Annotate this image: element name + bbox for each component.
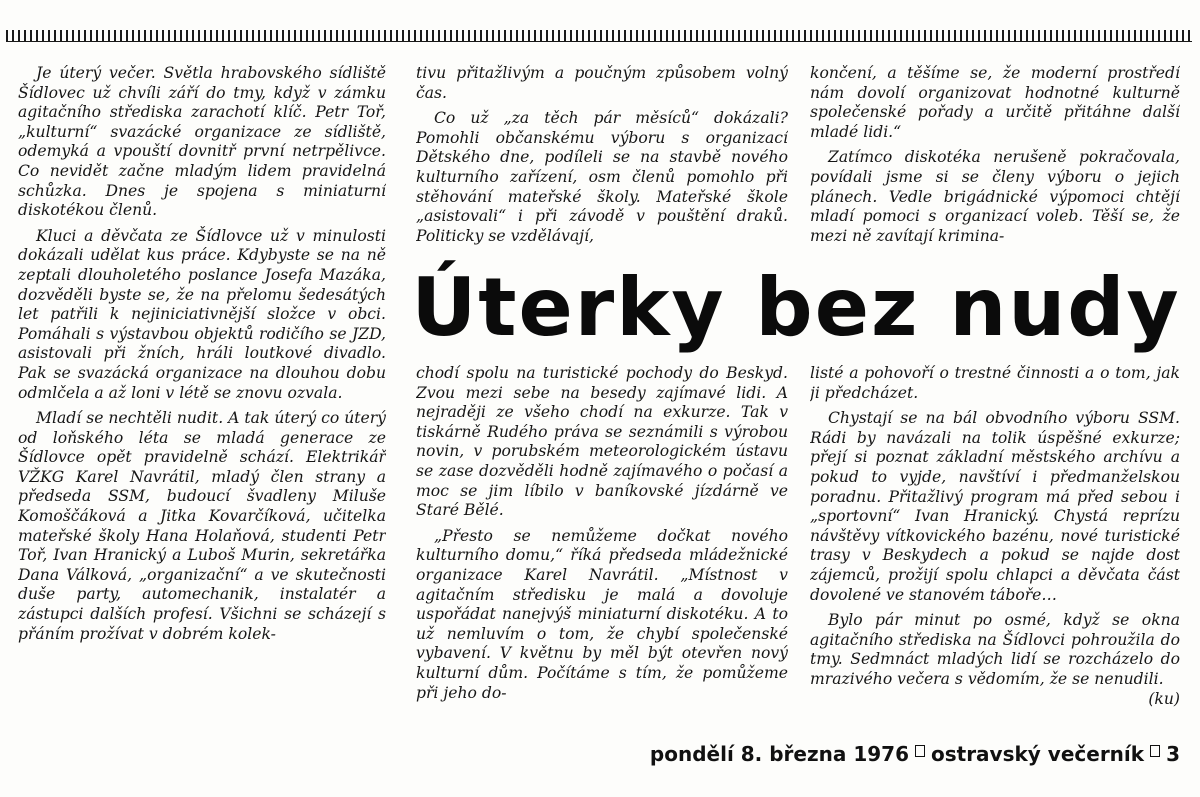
issue-date: pondělí 8. března 1976: [649, 742, 909, 766]
author-signature: (ku): [1148, 689, 1180, 708]
separator-box-icon: [1150, 745, 1160, 757]
paragraph: Kluci a děvčata ze Šídlovce už v minulosti dokázali udělat kus práce. Kdybyste se na ně zeptali dlouholetého poslance Josefa Mazáka, dozvěděli byste se, že na přelomu šedesátých let patřili k nejiniciativnější složce v obci. Pomáhali s výstavbou objektů rodičího se JZD, asistovali při žních, hráli loutkové divadlo. Pak se svazácká organizace na dlouhou dobu odmlčela a až loni v létě se znovu ozvala.: [18, 226, 386, 402]
paragraph: chodí spolu na turistické pochody do Beskyd. Zvou mezi sebe na besedy zajímavé lidi. A nejraději ze všeho chodí na exkurze. Tak v tiskárně Rudého práva se seznámili s výrobou novin, v porubském meteorologickém ústavu se zase dozvěděli hodně zajímavého o počasí a moc se jim líbilo v baníkovské jízdárně ve Staré Bělé.: [416, 364, 788, 520]
paragraph: Co už „za těch pár měsíců“ dokázali? Pomohli občanskému výboru s organizací Dětského dne, podíleli se na stavbě nového kulturního zařízení, osm členů pomohlo při stěhování mateřské školy. Mateřské škole „asistovali“ i při závodě v pouštění draků. Politicky se vzdělávají,: [416, 109, 788, 245]
paragraph: listé a pohovoří o trestné činnosti a o tom, jak ji předcházet.: [810, 364, 1180, 402]
page-number: 3: [1166, 742, 1180, 766]
article-headline: Úterky bez nudy: [411, 261, 1181, 354]
separator-box-icon: [915, 745, 925, 757]
paragraph: Je úterý večer. Světla hrabovského sídliště Šídlovec už chvíli září do tmy, když v zámku agitačního střediska zarachotí klíč. Petr Toř, „kulturní“ svazácké organizace ze sídliště, odemyká a vpouští dovnitř první netrpělivce. Co nevidět začne mladým lidem pravidelná schůzka. Dnes je spojena s miniaturní diskotékou členů.: [18, 64, 386, 220]
article-column-3-top: [810, 64, 1180, 250]
article-column-2-top: [416, 64, 788, 250]
page-footer: [620, 737, 1180, 771]
paragraph: tivu přitažlivým a poučným způsobem volný čas.: [416, 64, 788, 102]
article-column-1: [18, 64, 386, 724]
paragraph: Mladí se nechtěli nudit. A tak úterý co úterý od loňského léta se mladá generace ze Šídlovce opět pravidelně schází. Elektrikář VŽKG Karel Navrátil, mladý člen strany a předseda SSM, budoucí švadleny Miluše Komoščáková a Jitka Kovarčíková, učitelka mateřské školy Hana Holaňová, studenti Petr Toř, Ivan Hranický a Luboš Murin, sekretářka Dana Válková, „organizační“ a ve skutečnosti duše party, automechanik, instalatér a zástupci dalších profesí. Všichni se scházejí s přáním prožívat v dobrém kolek-: [18, 409, 386, 643]
top-rule: [6, 30, 1192, 42]
article-column-2-bottom: [416, 364, 788, 724]
article-column-3-bottom: [810, 364, 1180, 724]
paragraph: Chystají se na bál obvodního výboru SSM. Rádi by navázali na tolik úspěšné exkurze; přejí si poznat základní městského archívu a pokud to vyjde, navštíví i předmanželskou poradnu. Přitažlivý program má před sebou i „sportovní“ Ivan Hranický. Chystá reprízu návštěvy vítkovického bazénu, nové turistické trasy v Beskydech a pokud se najde dost zájemců, prožijí spolu chlapci a děvčata část dovolené ve stanovém táboře…: [810, 409, 1180, 604]
newspaper-name: ostravský večerník: [930, 742, 1145, 766]
paragraph-final: [810, 611, 1180, 708]
paragraph-text: Bylo pár minut po osmé, když se okna agitačního střediska na Šídlovci pohroužila do tmy. Sedmnáct mladých lidí se rozcházelo do mrazivého večera s vědomím, že se nenudili.: [810, 611, 1180, 688]
paragraph: „Přesto se nemůžeme dočkat nového kulturního domu,“ říká předseda mládežnické organizace Karel Navrátil. „Místnost v agitačním středisku je malá a dovoluje uspořádat nanejvýš miniaturní diskotéku. A to už nemluvím o tom, že chybí společenské vybavení. V květnu by měl být otevřen nový kulturní dům. Počítáme s tím, že pomůžeme při jeho do-: [416, 526, 788, 702]
paragraph: Zatímco diskotéka nerušeně pokračovala, povídali jsme si se členy výboru o jejich plánech. Vedle brigádnické výpomoci chtějí mladí pomoci s organizací voleb. Těší se, že mezi ně zavítají krimina-: [810, 148, 1180, 245]
paragraph: končení, a těšíme se, že moderní prostředí nám dovolí organizovat hodnotné kulturně společenské pořady a určitě přitáhne další mladé lidi.“: [810, 64, 1180, 141]
